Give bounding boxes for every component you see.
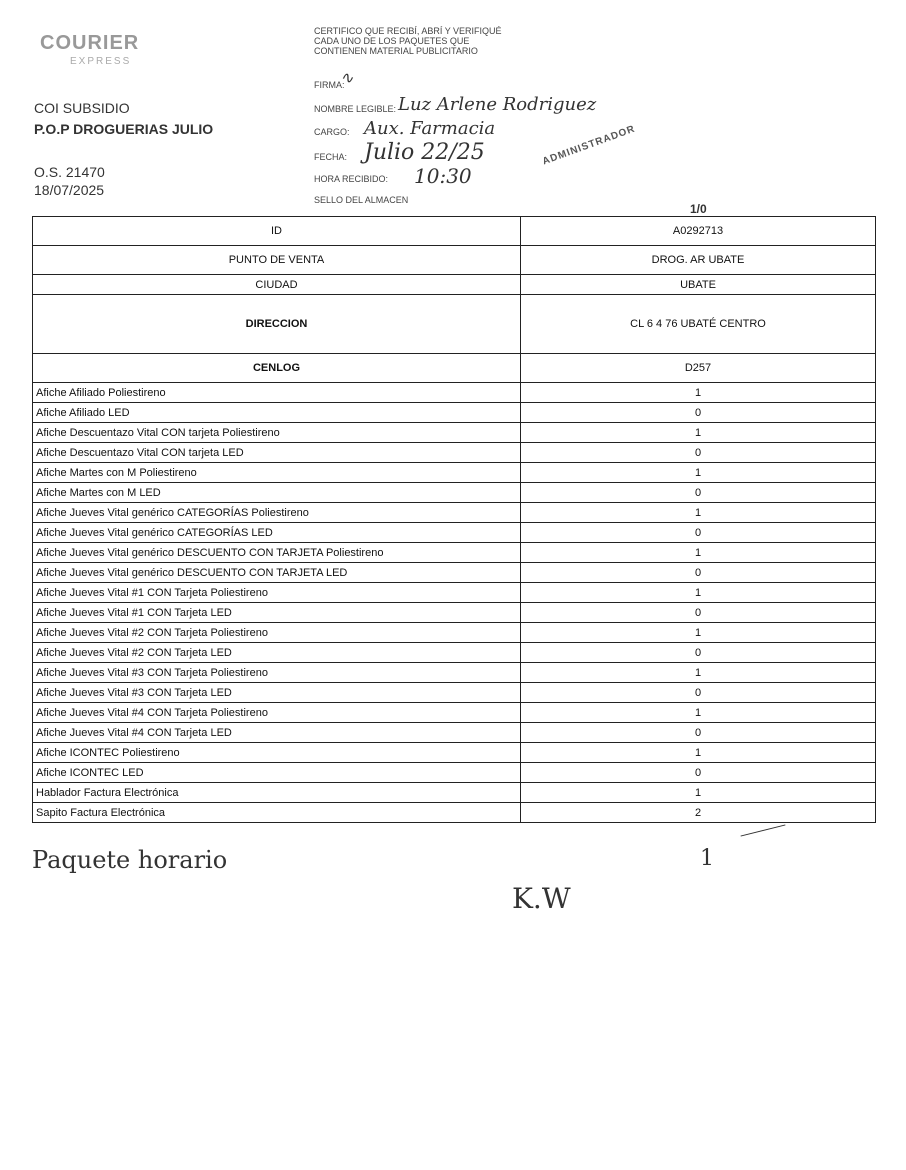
item-row <box>33 463 876 483</box>
item-qty: 0 <box>521 443 876 463</box>
client-name: COI SUBSIDIO <box>34 100 130 116</box>
item-qty: 0 <box>521 483 876 503</box>
header-label: ID <box>33 217 521 246</box>
item-row <box>33 663 876 683</box>
item-name: Afiche Jueves Vital genérico CATEGORÍAS Poliestireno <box>33 503 521 523</box>
item-row <box>33 803 876 823</box>
item-name: Afiche Descuentazo Vital CON tarjeta LED <box>33 443 521 463</box>
item-qty: 0 <box>521 603 876 623</box>
item-qty: 0 <box>521 683 876 703</box>
item-qty: 1 <box>521 383 876 403</box>
item-qty: 0 <box>521 403 876 423</box>
header-value: A0292713 <box>521 217 876 246</box>
header-row <box>33 275 876 295</box>
item-name: Afiche Jueves Vital #1 CON Tarjeta LED <box>33 603 521 623</box>
header-label: CIUDAD <box>33 275 521 295</box>
item-qty: 1 <box>521 423 876 443</box>
item-row <box>33 743 876 763</box>
header-value: DROG. AR UBATE <box>521 246 876 275</box>
order-number: O.S. 21470 <box>34 164 105 180</box>
item-qty: 1 <box>521 463 876 483</box>
item-qty: 2 <box>521 803 876 823</box>
certification-text: CERTIFICO QUE RECIBÍ, ABRÍ Y VERIFIQUÉ CADA UNO DE LOS PAQUETES QUE CONTIENEN MATERIAL PUBLICITARIO <box>314 26 502 56</box>
item-name: Afiche ICONTEC Poliestireno <box>33 743 521 763</box>
item-row <box>33 683 876 703</box>
page-counter: 1/0 <box>690 202 707 216</box>
item-name: Afiche Jueves Vital genérico CATEGORÍAS LED <box>33 523 521 543</box>
courier-logo: COURIER <box>40 32 140 54</box>
item-row <box>33 563 876 583</box>
handwritten-check-mark <box>741 824 786 836</box>
item-row <box>33 483 876 503</box>
item-row <box>33 783 876 803</box>
sello-label: SELLO DEL ALMACEN <box>314 195 409 205</box>
item-qty: 1 <box>521 743 876 763</box>
header-value: CL 6 4 76 UBATÉ CENTRO <box>521 295 876 354</box>
item-name: Afiche Jueves Vital #4 CON Tarjeta Poliestireno <box>33 703 521 723</box>
header-row <box>33 354 876 383</box>
item-name: Afiche Jueves Vital genérico DESCUENTO CON TARJETA LED <box>33 563 521 583</box>
item-qty: 1 <box>521 663 876 683</box>
item-row <box>33 623 876 643</box>
item-row <box>33 383 876 403</box>
item-name: Afiche Afiliado LED <box>33 403 521 423</box>
item-qty: 0 <box>521 643 876 663</box>
item-row <box>33 423 876 443</box>
item-name: Hablador Factura Electrónica <box>33 783 521 803</box>
header-label: PUNTO DE VENTA <box>33 246 521 275</box>
header-label: CENLOG <box>33 354 521 383</box>
nombre-label: NOMBRE LEGIBLE: <box>314 104 397 114</box>
item-row <box>33 583 876 603</box>
item-name: Afiche Afiliado Poliestireno <box>33 383 521 403</box>
header-value: UBATE <box>521 275 876 295</box>
item-name: Afiche Jueves Vital #1 CON Tarjeta Poliestireno <box>33 583 521 603</box>
item-row <box>33 443 876 463</box>
item-name: Afiche Descuentazo Vital CON tarjeta Poliestireno <box>33 423 521 443</box>
item-name: Afiche ICONTEC LED <box>33 763 521 783</box>
nombre-value: Luz Arlene Rodriguez <box>398 94 597 115</box>
item-qty: 1 <box>521 623 876 643</box>
cargo-value: Aux. Farmacia <box>364 118 496 139</box>
item-row <box>33 523 876 543</box>
item-row <box>33 643 876 663</box>
header-value: D257 <box>521 354 876 383</box>
handwritten-extra-item: Paquete horario <box>32 846 228 874</box>
item-name: Sapito Factura Electrónica <box>33 803 521 823</box>
firma-label: FIRMA: <box>314 80 345 90</box>
item-name: Afiche Martes con M Poliestireno <box>33 463 521 483</box>
handwritten-extra-qty: 1 <box>700 846 714 871</box>
item-name: Afiche Martes con M LED <box>33 483 521 503</box>
item-name: Afiche Jueves Vital #3 CON Tarjeta Poliestireno <box>33 663 521 683</box>
header-row <box>33 217 876 246</box>
item-row <box>33 503 876 523</box>
item-row <box>33 403 876 423</box>
item-qty: 0 <box>521 763 876 783</box>
item-name: Afiche Jueves Vital #3 CON Tarjeta LED <box>33 683 521 703</box>
item-qty: 0 <box>521 523 876 543</box>
document-date: 18/07/2025 <box>34 182 105 198</box>
hora-label: HORA RECIBIDO: <box>314 174 389 184</box>
item-qty: 1 <box>521 583 876 603</box>
item-row <box>33 763 876 783</box>
item-qty: 1 <box>521 783 876 803</box>
warehouse-stamp: ADMINISTRADOR <box>541 123 637 168</box>
project-name: P.O.P DROGUERIAS JULIO <box>34 121 214 137</box>
hora-value: 10:30 <box>414 164 472 188</box>
courier-logo-sub: EXPRESS <box>70 56 132 67</box>
item-name: Afiche Jueves Vital #2 CON Tarjeta LED <box>33 643 521 663</box>
delivery-table <box>32 216 876 823</box>
handwritten-initials: K.W <box>512 882 571 915</box>
item-qty: 1 <box>521 543 876 563</box>
fecha-value: Julio 22/25 <box>364 140 485 165</box>
item-name: Afiche Jueves Vital genérico DESCUENTO CON TARJETA Poliestireno <box>33 543 521 563</box>
item-name: Afiche Jueves Vital #2 CON Tarjeta Poliestireno <box>33 623 521 643</box>
item-row <box>33 703 876 723</box>
header-row <box>33 246 876 275</box>
fecha-label: FECHA: <box>314 152 348 162</box>
item-qty: 0 <box>521 723 876 743</box>
signature: ∿ <box>340 68 354 87</box>
item-row <box>33 723 876 743</box>
header-label: DIRECCION <box>33 295 521 354</box>
item-row <box>33 543 876 563</box>
item-name: Afiche Jueves Vital #4 CON Tarjeta LED <box>33 723 521 743</box>
header-row <box>33 295 876 354</box>
cargo-label: CARGO: <box>314 127 350 137</box>
item-qty: 1 <box>521 703 876 723</box>
item-qty: 0 <box>521 563 876 583</box>
item-qty: 1 <box>521 503 876 523</box>
item-row <box>33 603 876 623</box>
